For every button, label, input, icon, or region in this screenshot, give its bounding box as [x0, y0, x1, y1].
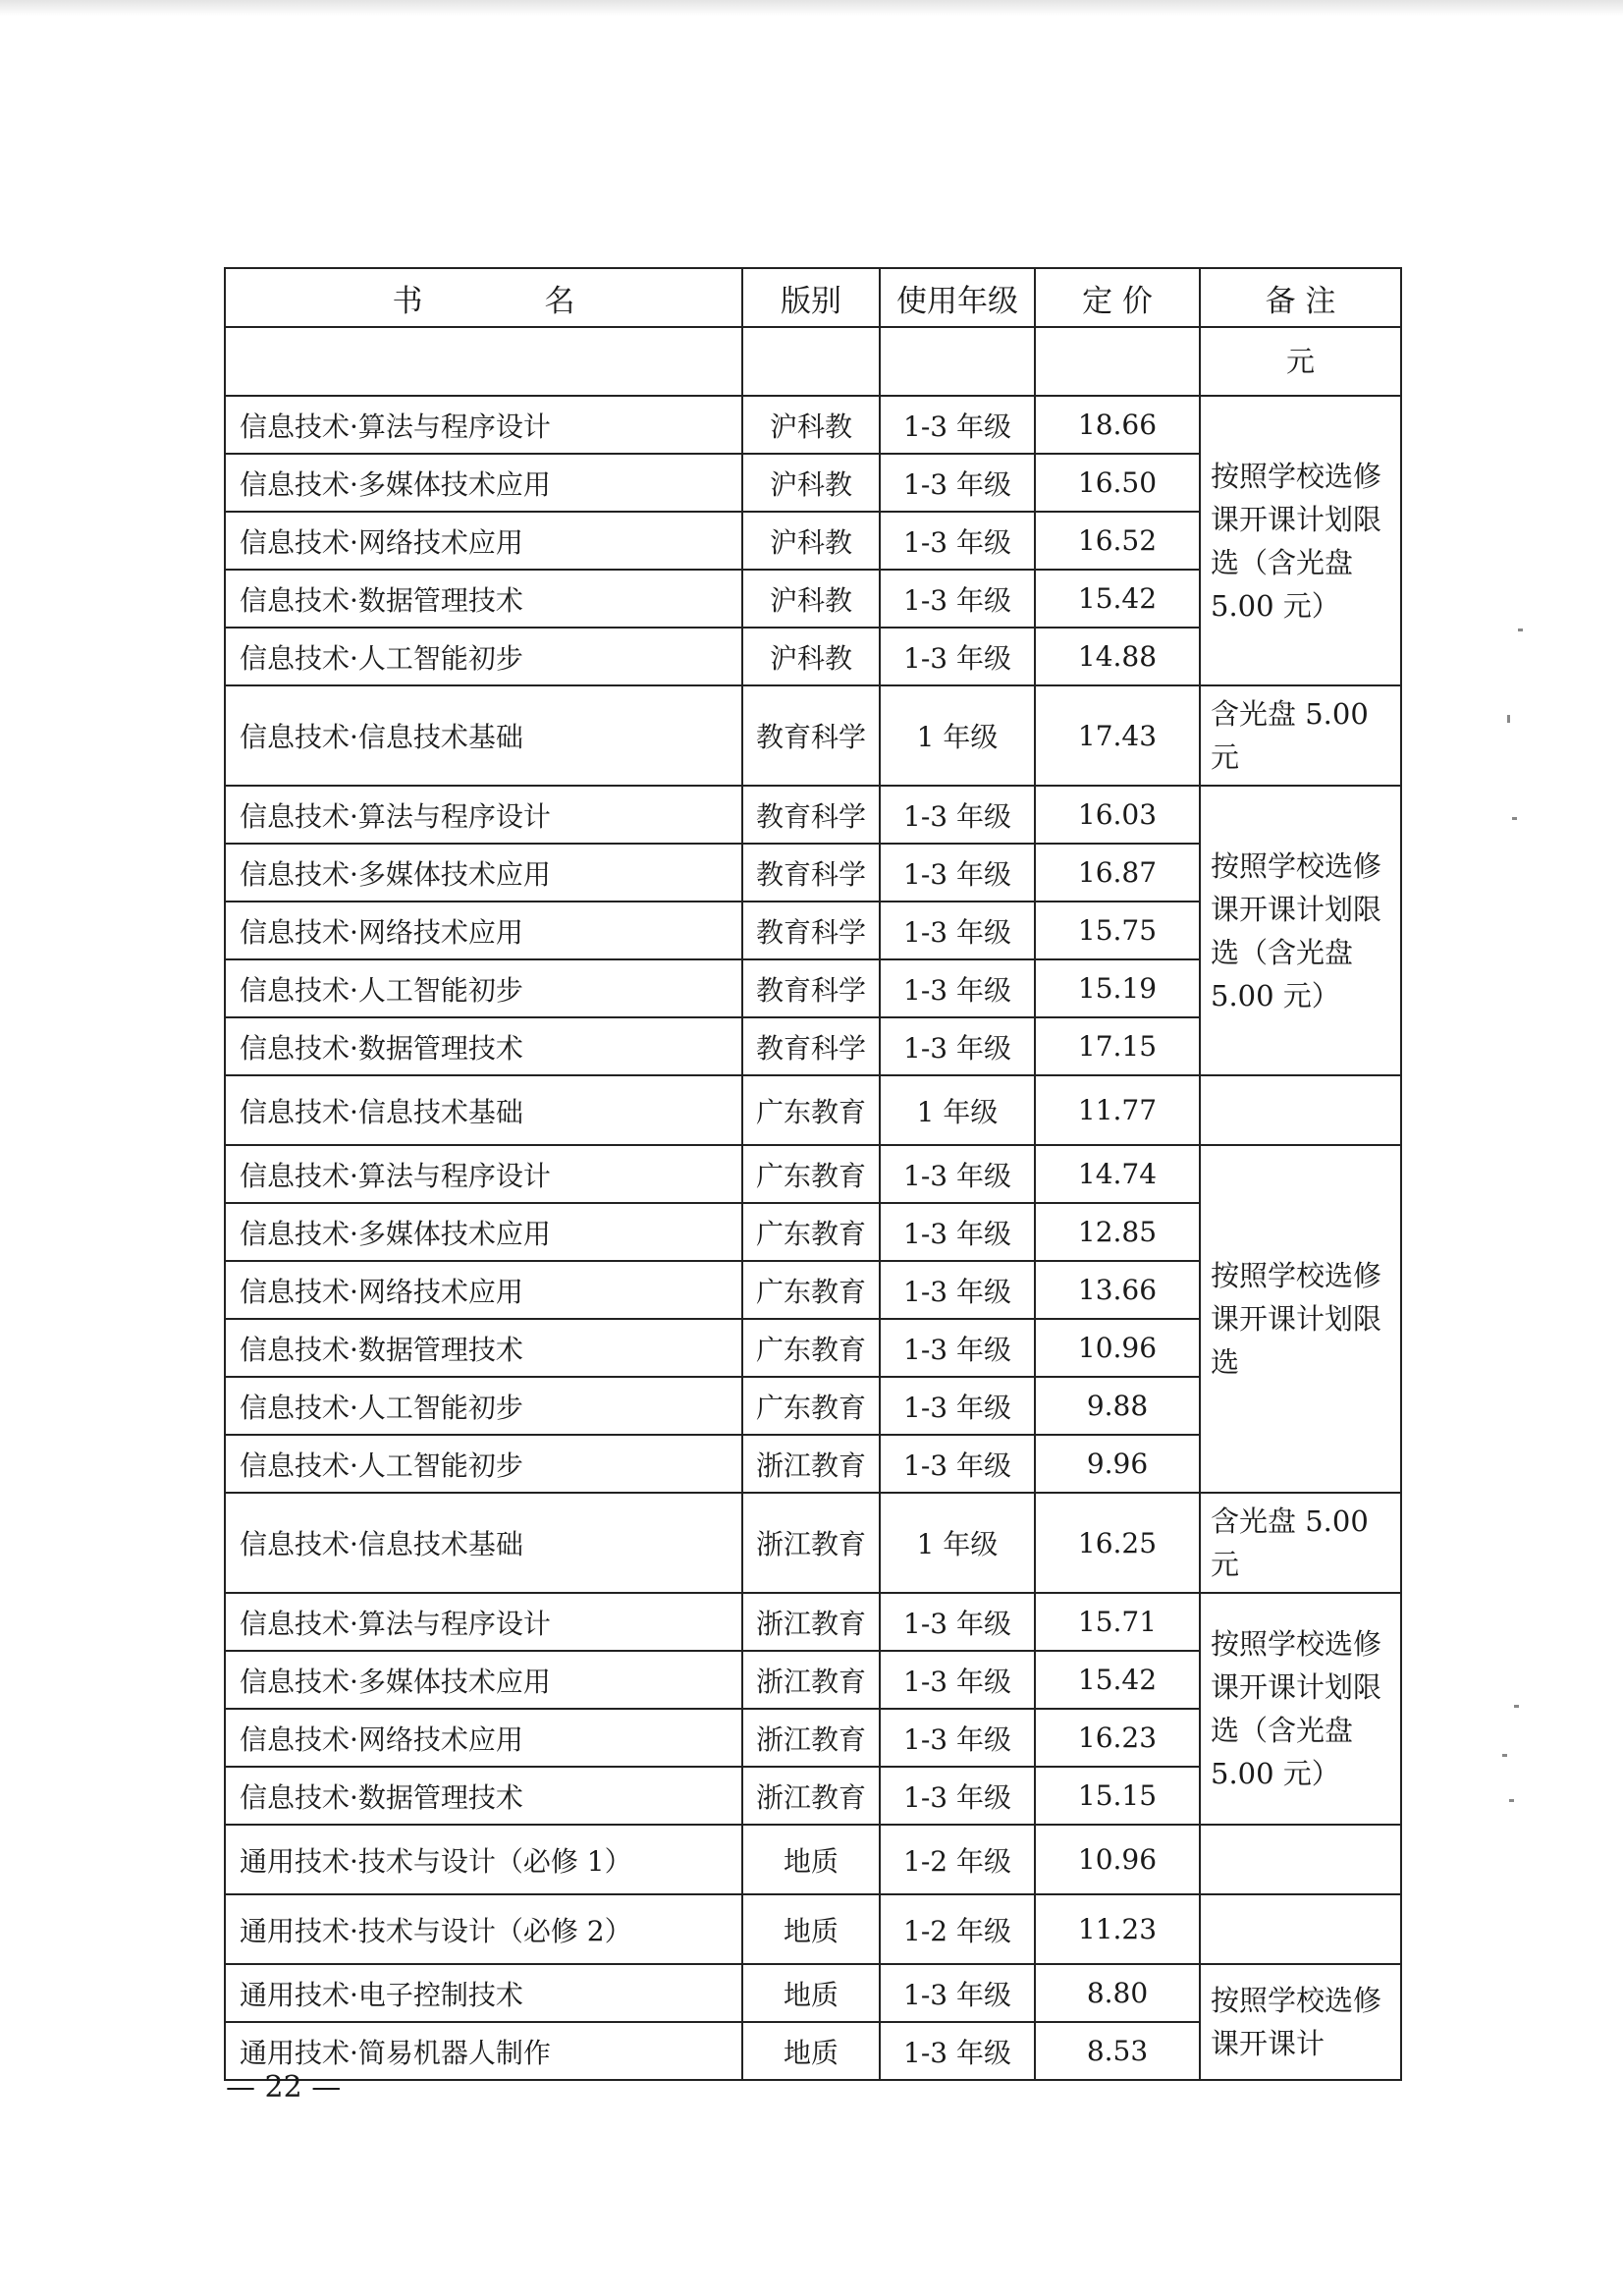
edition-cell: 教育科学 [742, 685, 880, 786]
table-cell [1035, 327, 1200, 396]
book-name-cell: 通用技术·技术与设计（必修 1） [225, 1825, 742, 1894]
header-price: 定 价 [1035, 268, 1200, 327]
note-cell: 含光盘 5.00 元 [1200, 685, 1401, 786]
edition-cell: 广东教育 [742, 1145, 880, 1203]
book-name-cell: 信息技术·算法与程序设计 [225, 1145, 742, 1203]
grade-cell: 1-3 年级 [880, 1017, 1035, 1075]
price-cell: 11.23 [1035, 1894, 1200, 1964]
grade-cell: 1-3 年级 [880, 1319, 1035, 1377]
edition-cell: 教育科学 [742, 844, 880, 902]
edition-cell: 广东教育 [742, 1319, 880, 1377]
note-cell: 按照学校选修课开课计划限选（含光盘 5.00 元） [1200, 786, 1401, 1075]
table-row [225, 1964, 1401, 2022]
price-cell: 8.53 [1035, 2022, 1200, 2080]
note-cell: 元 [1200, 327, 1401, 396]
grade-cell: 1-3 年级 [880, 570, 1035, 628]
edition-cell: 广东教育 [742, 1377, 880, 1435]
table-row [225, 1894, 1401, 1964]
table-cell [742, 327, 880, 396]
table-row [225, 685, 1401, 786]
scan-speck [1507, 715, 1510, 723]
grade-cell: 1-3 年级 [880, 1435, 1035, 1493]
note-cell: 按照学校选修课开课计 [1200, 1964, 1401, 2080]
book-name-cell: 信息技术·信息技术基础 [225, 1493, 742, 1593]
textbook-price-table [224, 267, 1400, 2081]
book-name-cell: 信息技术·信息技术基础 [225, 685, 742, 786]
header-book-name: 书 名 [225, 268, 742, 327]
grade-cell: 1 年级 [880, 1493, 1035, 1593]
price-cell: 16.50 [1035, 454, 1200, 512]
book-name-cell: 通用技术·电子控制技术 [225, 1964, 742, 2022]
grade-cell: 1-3 年级 [880, 786, 1035, 844]
grade-cell: 1-2 年级 [880, 1825, 1035, 1894]
grade-cell: 1-3 年级 [880, 2022, 1035, 2080]
price-cell: 15.75 [1035, 902, 1200, 959]
note-cell [1200, 1075, 1401, 1145]
price-cell: 15.71 [1035, 1593, 1200, 1651]
book-name-cell: 信息技术·网络技术应用 [225, 512, 742, 570]
edition-cell: 教育科学 [742, 902, 880, 959]
grade-cell: 1-3 年级 [880, 1651, 1035, 1709]
edition-cell: 沪科教 [742, 454, 880, 512]
price-cell: 9.96 [1035, 1435, 1200, 1493]
grade-cell: 1-3 年级 [880, 959, 1035, 1017]
edition-cell: 广东教育 [742, 1203, 880, 1261]
table-header-row [225, 268, 1401, 327]
price-cell: 13.66 [1035, 1261, 1200, 1319]
book-name-cell: 信息技术·人工智能初步 [225, 1435, 742, 1493]
grade-cell: 1-3 年级 [880, 1261, 1035, 1319]
book-name-cell: 信息技术·数据管理技术 [225, 570, 742, 628]
grade-cell: 1-3 年级 [880, 1709, 1035, 1767]
price-cell: 11.77 [1035, 1075, 1200, 1145]
edition-cell: 地质 [742, 1894, 880, 1964]
edition-cell: 教育科学 [742, 959, 880, 1017]
header-grade: 使用年级 [880, 268, 1035, 327]
scan-speck [1512, 817, 1517, 820]
book-name-cell: 信息技术·算法与程序设计 [225, 396, 742, 454]
edition-cell: 浙江教育 [742, 1767, 880, 1825]
table-row [225, 1145, 1401, 1203]
book-name-cell: 通用技术·简易机器人制作 [225, 2022, 742, 2080]
price-cell: 16.25 [1035, 1493, 1200, 1593]
grade-cell: 1-3 年级 [880, 902, 1035, 959]
price-cell: 15.42 [1035, 1651, 1200, 1709]
edition-cell: 沪科教 [742, 396, 880, 454]
book-name-cell: 信息技术·多媒体技术应用 [225, 1203, 742, 1261]
price-cell: 16.23 [1035, 1709, 1200, 1767]
table-row [225, 1493, 1401, 1593]
grade-cell: 1-3 年级 [880, 454, 1035, 512]
scan-speck [1502, 1754, 1507, 1757]
grade-cell: 1-3 年级 [880, 844, 1035, 902]
price-cell: 17.15 [1035, 1017, 1200, 1075]
book-name-cell: 通用技术·技术与设计（必修 2） [225, 1894, 742, 1964]
price-cell: 16.87 [1035, 844, 1200, 902]
grade-cell: 1-3 年级 [880, 1377, 1035, 1435]
book-name-cell: 信息技术·网络技术应用 [225, 1261, 742, 1319]
book-name-cell: 信息技术·人工智能初步 [225, 959, 742, 1017]
grade-cell: 1-3 年级 [880, 396, 1035, 454]
grade-cell: 1-3 年级 [880, 1593, 1035, 1651]
price-cell: 14.88 [1035, 628, 1200, 685]
header-edition: 版别 [742, 268, 880, 327]
edition-cell: 广东教育 [742, 1075, 880, 1145]
note-cell [1200, 1894, 1401, 1964]
table-row [225, 1825, 1401, 1894]
table-row [225, 786, 1401, 844]
price-cell: 15.19 [1035, 959, 1200, 1017]
price-cell: 17.43 [1035, 685, 1200, 786]
edition-cell: 教育科学 [742, 786, 880, 844]
price-cell: 12.85 [1035, 1203, 1200, 1261]
scan-speck [1518, 629, 1523, 631]
price-cell: 15.15 [1035, 1767, 1200, 1825]
grade-cell: 1-3 年级 [880, 1203, 1035, 1261]
grade-cell: 1-3 年级 [880, 1767, 1035, 1825]
edition-cell: 浙江教育 [742, 1593, 880, 1651]
grade-cell: 1-3 年级 [880, 1964, 1035, 2022]
edition-cell: 浙江教育 [742, 1651, 880, 1709]
continuation-row [225, 327, 1401, 396]
price-cell: 9.88 [1035, 1377, 1200, 1435]
book-name-cell: 信息技术·网络技术应用 [225, 1709, 742, 1767]
book-name-cell: 信息技术·网络技术应用 [225, 902, 742, 959]
table-row [225, 1075, 1401, 1145]
book-name-cell: 信息技术·数据管理技术 [225, 1319, 742, 1377]
book-name-cell: 信息技术·多媒体技术应用 [225, 454, 742, 512]
note-cell [1200, 1825, 1401, 1894]
edition-cell: 沪科教 [742, 628, 880, 685]
price-cell: 15.42 [1035, 570, 1200, 628]
table-row [225, 396, 1401, 454]
edition-cell: 沪科教 [742, 512, 880, 570]
price-cell: 16.03 [1035, 786, 1200, 844]
edition-cell: 教育科学 [742, 1017, 880, 1075]
book-name-cell: 信息技术·人工智能初步 [225, 1377, 742, 1435]
price-cell: 16.52 [1035, 512, 1200, 570]
edition-cell: 浙江教育 [742, 1493, 880, 1593]
edition-cell: 广东教育 [742, 1261, 880, 1319]
price-cell: 10.96 [1035, 1825, 1200, 1894]
grade-cell: 1-2 年级 [880, 1894, 1035, 1964]
edition-cell: 浙江教育 [742, 1435, 880, 1493]
note-cell: 按照学校选修课开课计划限选 [1200, 1145, 1401, 1493]
book-name-cell: 信息技术·数据管理技术 [225, 1017, 742, 1075]
table-row [225, 1593, 1401, 1651]
note-cell: 含光盘 5.00 元 [1200, 1493, 1401, 1593]
note-cell: 按照学校选修课开课计划限选（含光盘 5.00 元） [1200, 396, 1401, 685]
edition-cell: 沪科教 [742, 570, 880, 628]
book-name-cell: 信息技术·人工智能初步 [225, 628, 742, 685]
table-cell [225, 327, 742, 396]
book-name-cell: 信息技术·信息技术基础 [225, 1075, 742, 1145]
scan-top-edge [0, 0, 1623, 16]
edition-cell: 地质 [742, 1825, 880, 1894]
book-name-cell: 信息技术·多媒体技术应用 [225, 844, 742, 902]
scan-speck [1514, 1705, 1519, 1708]
book-name-cell: 信息技术·算法与程序设计 [225, 786, 742, 844]
scan-speck [1509, 1799, 1514, 1802]
grade-cell: 1 年级 [880, 1075, 1035, 1145]
table-cell [880, 327, 1035, 396]
price-cell: 14.74 [1035, 1145, 1200, 1203]
grade-cell: 1 年级 [880, 685, 1035, 786]
price-cell: 10.96 [1035, 1319, 1200, 1377]
header-note: 备 注 [1200, 268, 1401, 327]
price-cell: 8.80 [1035, 1964, 1200, 2022]
edition-cell: 浙江教育 [742, 1709, 880, 1767]
edition-cell: 地质 [742, 1964, 880, 2022]
grade-cell: 1-3 年级 [880, 1145, 1035, 1203]
grade-cell: 1-3 年级 [880, 628, 1035, 685]
book-name-cell: 信息技术·算法与程序设计 [225, 1593, 742, 1651]
grade-cell: 1-3 年级 [880, 512, 1035, 570]
note-cell: 按照学校选修课开课计划限选（含光盘 5.00 元） [1200, 1593, 1401, 1825]
book-name-cell: 信息技术·多媒体技术应用 [225, 1651, 742, 1709]
price-cell: 18.66 [1035, 396, 1200, 454]
page-number: — 22 — [226, 2070, 342, 2105]
book-name-cell: 信息技术·数据管理技术 [225, 1767, 742, 1825]
edition-cell: 地质 [742, 2022, 880, 2080]
